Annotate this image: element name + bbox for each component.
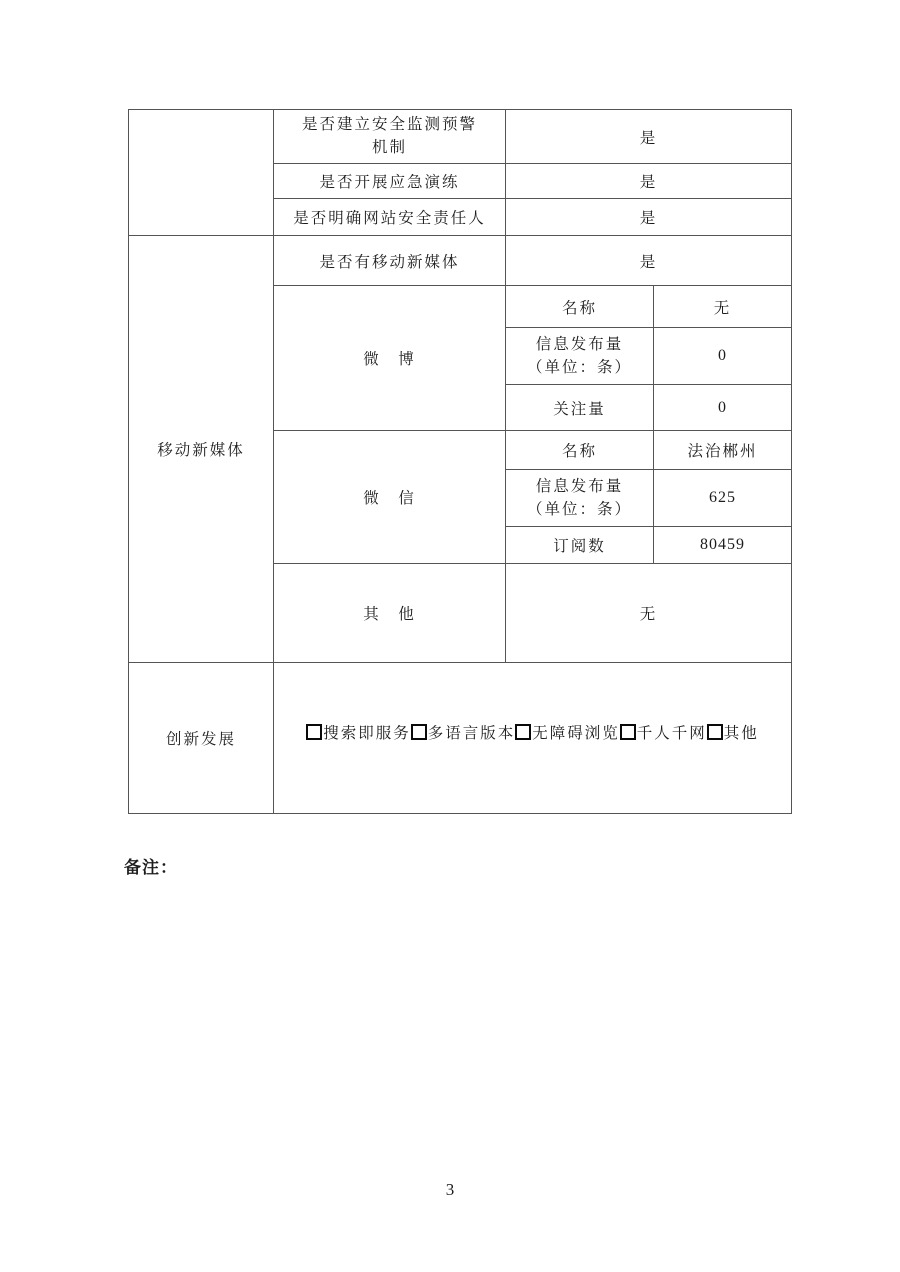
cell-other-media-label: 其 他 bbox=[274, 564, 506, 663]
checkbox-label: 千人千网 bbox=[636, 725, 707, 742]
cell-weibo-followers-label: 关注量 bbox=[506, 385, 654, 431]
cell-weibo-label: 微 博 bbox=[274, 286, 506, 431]
checkbox-icon[interactable] bbox=[620, 724, 636, 740]
cell-weibo-posts-value: 0 bbox=[654, 328, 792, 385]
cell-answer-has-mobile-media: 是 bbox=[506, 236, 792, 286]
posts-label-line1: 信息发布量 bbox=[535, 477, 624, 495]
cell-innovation-options bbox=[274, 663, 792, 814]
cell-wechat-name-value: 法治郴州 bbox=[654, 431, 792, 470]
section-label-innovation: 创新发展 bbox=[129, 663, 274, 814]
cell-question-has-mobile-media: 是否有移动新媒体 bbox=[274, 236, 506, 286]
cell-wechat-label: 微 信 bbox=[274, 431, 506, 564]
cell-weibo-name-label: 名称 bbox=[506, 286, 654, 328]
checkbox-icon[interactable] bbox=[515, 724, 531, 740]
notes-label: 备注： bbox=[124, 858, 178, 877]
cell-wechat-posts-label bbox=[506, 470, 654, 527]
cell-wechat-subscribers-label: 订阅数 bbox=[506, 527, 654, 564]
checkbox-label: 多语言版本 bbox=[427, 725, 516, 742]
checkbox-icon[interactable] bbox=[707, 724, 723, 740]
question-text: 是否建立安全监测预警机制 bbox=[301, 116, 477, 156]
posts-label-line2: （单位：条） bbox=[526, 359, 632, 376]
cell-weibo-name-value: 无 bbox=[654, 286, 792, 328]
cell-other-media-value: 无 bbox=[506, 564, 792, 663]
posts-label-line1: 信息发布量 bbox=[535, 335, 624, 353]
cell-wechat-subscribers-value: 80459 bbox=[654, 527, 792, 564]
page-number: 3 bbox=[445, 1180, 455, 1199]
innovation-checkbox-line bbox=[274, 721, 791, 755]
checkbox-icon[interactable] bbox=[306, 724, 322, 740]
cell-weibo-followers-value: 0 bbox=[654, 385, 792, 431]
cell-question-security-monitor bbox=[274, 110, 506, 164]
checkbox-label: 其他 bbox=[723, 725, 759, 742]
cell-weibo-posts-label bbox=[506, 328, 654, 385]
section-label-mobile-media: 移动新媒体 bbox=[129, 236, 274, 663]
cell-answer-security-owner: 是 bbox=[506, 199, 792, 236]
cell-question-security-owner: 是否明确网站安全责任人 bbox=[274, 199, 506, 236]
posts-label-line2: （单位：条） bbox=[526, 501, 632, 518]
annual-report-table bbox=[128, 109, 792, 814]
checkbox-label: 无障碍浏览 bbox=[532, 725, 620, 742]
section-label-empty bbox=[129, 110, 274, 236]
cell-wechat-posts-value: 625 bbox=[654, 470, 792, 527]
cell-answer-security-monitor: 是 bbox=[506, 110, 792, 164]
cell-answer-emergency-drill: 是 bbox=[506, 164, 792, 199]
checkbox-icon[interactable] bbox=[411, 724, 427, 740]
cell-question-emergency-drill: 是否开展应急演练 bbox=[274, 164, 506, 199]
checkbox-label: 搜索即服务 bbox=[323, 725, 411, 742]
cell-wechat-name-label: 名称 bbox=[506, 431, 654, 470]
